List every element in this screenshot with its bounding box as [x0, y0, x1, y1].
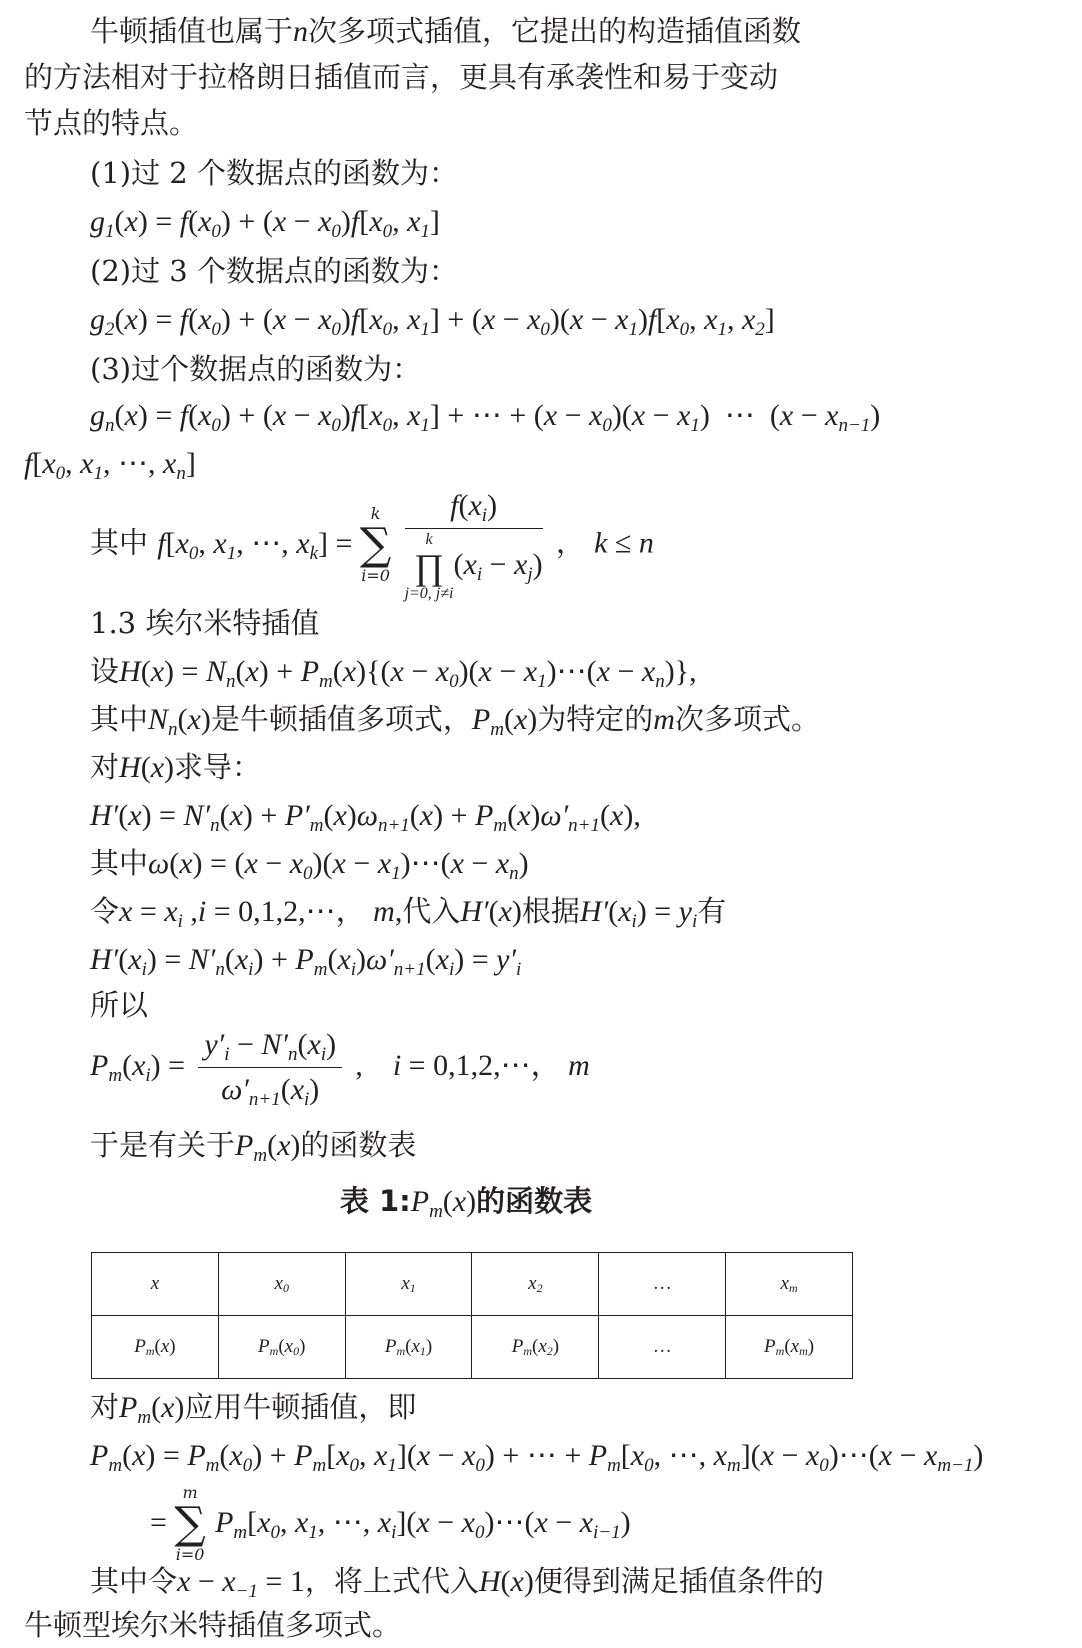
table-cell: $x_m$ — [726, 1253, 853, 1316]
table-row — [92, 1253, 853, 1316]
formula-gn-cont: $f[x_0$, $x_1$, ⋯, $x_n$] — [24, 447, 196, 484]
let-line: 令$x = x_i$ ,i = 0,1,2,⋯， m,代入H′(x)根据$H'(x_i) = y_i$有 — [90, 894, 727, 932]
item-1-label: (1)过 2 个数据点的函数为： — [90, 156, 458, 190]
derive-line: 对H(x)求导： — [90, 750, 262, 784]
so-line: 所以 — [90, 988, 149, 1022]
formula-H-prime: $H'(x) = N'_n(x) + P'_m(x)\omega_{n+1}(x) + P_m(x)\omega'_{n+1}(x)$, — [90, 799, 641, 836]
table-cell: $x_1$ — [345, 1253, 472, 1316]
item-3-label: (3)过个数据点的函数为： — [90, 352, 422, 386]
item-2-label: (2)过 3 个数据点的函数为： — [90, 254, 458, 288]
divided-difference-def: 其中 $f[x_0$, $x_1$, ⋯, $x_k$] = k ∑ i=0 $f(x_i)$ k ∏ j=0, j≠i $(x_i - x_j)$ ， k ≤ n — [0, 486, 1022, 603]
table-caption: 表 $1:P_m(x)$的函数表 — [339, 1184, 593, 1222]
sum-operator: k ∑ i=0 — [359, 503, 392, 585]
formula-g1: $g_1(x) = f(x_0) + (x - x_0)f[x_0$, $x_1$] — [90, 205, 440, 242]
apply-line: 对$P_m(x)$应用牛顿插值，即 — [90, 1390, 417, 1428]
formula-H: 设$H(x) = N_n(x) + P_m(x)\{(x - x_0)(x$ − $x_1)\cdots(x - x_n)$}, — [90, 654, 697, 692]
Nn-description: 其中$N_n(x)$是牛顿插值多项式，$P_m(x)$为特定的m次多项式。 — [90, 702, 820, 740]
table-cell: $P_m(x_1)$ — [345, 1316, 472, 1379]
table-cell: $P_m(x_m)$ — [726, 1316, 853, 1379]
final-line-2: 牛顿型埃尔米特插值多项式。 — [24, 1608, 402, 1642]
table-cell: x — [92, 1253, 219, 1316]
formula-g2: $g_2(x) = f(x_0) + (x - x_0)f[x_0$, $x_1] + (x - x_0)(x - x_1)f[x_0$, $x_1$, $x_2$] — [90, 303, 775, 340]
table-row — [92, 1316, 853, 1379]
table-cell: … — [599, 1316, 726, 1379]
formula-Pm-sum: = m ∑ i=0 $P_m[x_0$, $x_1$, ⋯, $x_i](x$ − $x_0)\cdots(x - x_{i-1})$ — [150, 1483, 631, 1564]
formula-omega: 其中$\omega(x) = (x - x_0)(x$ − $x_1)\cdots(x - x_n)$ — [90, 846, 529, 884]
formula-H-prime-xi: $H'(x_i) = N'_n(x_i) + P_m(x_i)\omega'_{n+1}(x_i) = y'_i$ — [90, 943, 522, 980]
formula-gn: $g_n(x) = f(x_0) + (x - x_0)f[x_0$, $x_1$] + ⋯ + $(x - x_0)(x - x_1)$ ⋯ $(x - x_{n-1})$ — [90, 399, 881, 436]
table-cell: $P_m(x_0)$ — [218, 1316, 345, 1379]
table-cell: $x_2$ — [472, 1253, 599, 1316]
table-intro: 于是有关于$P_m(x)$的函数表 — [90, 1128, 417, 1166]
fraction: $f(x_i)$ k ∏ j=0, j≠i $(x_i - x_j)$ — [405, 486, 543, 603]
intro-line-2: 的方法相对于拉格朗日插值而言，更具有承袭性和易于变动 — [24, 60, 779, 94]
formula-Pm-newton: $P_m(x) = P_m(x_0) + P_m[x_0$, $x_1](x - x_0)$ + ⋯ + $P_m[x_0$, ⋯, $x_m](x$ − $x_0)\cdots(x - x_{m-1})$ — [90, 1439, 984, 1476]
formula-Pm-xi: $P_m(x_i)$ = $\frac{y'_i - N'_n(x_i)}{\omega'_{n+1}(x_i)}$ , i = 0,1,2,⋯， m — [0, 1020, 1022, 1111]
section-heading: 1.3 埃尔米特插值 — [90, 606, 320, 640]
function-table — [91, 1252, 853, 1379]
intro-line-1: 牛顿插值也属于n次多项式插值，它提出的构造插值函数 — [90, 14, 802, 48]
fraction: $\frac{y'_i - N'_n(x_i)}{\omega'_{n+1}(x_i)}$ — [198, 1025, 342, 1110]
table-cell: … — [599, 1253, 726, 1316]
intro-line-3: 节点的特点。 — [24, 106, 199, 140]
table-cell: $x_0$ — [218, 1253, 345, 1316]
table-cell: $P_m(x_2)$ — [472, 1316, 599, 1379]
table-cell: $P_m(x)$ — [92, 1316, 219, 1379]
sum-operator: m ∑ i=0 — [174, 1483, 206, 1564]
final-line-1: 其中令$x - x_{-1} = 1$，将上式代入H(x)便得到满足插值条件的 — [90, 1564, 824, 1602]
